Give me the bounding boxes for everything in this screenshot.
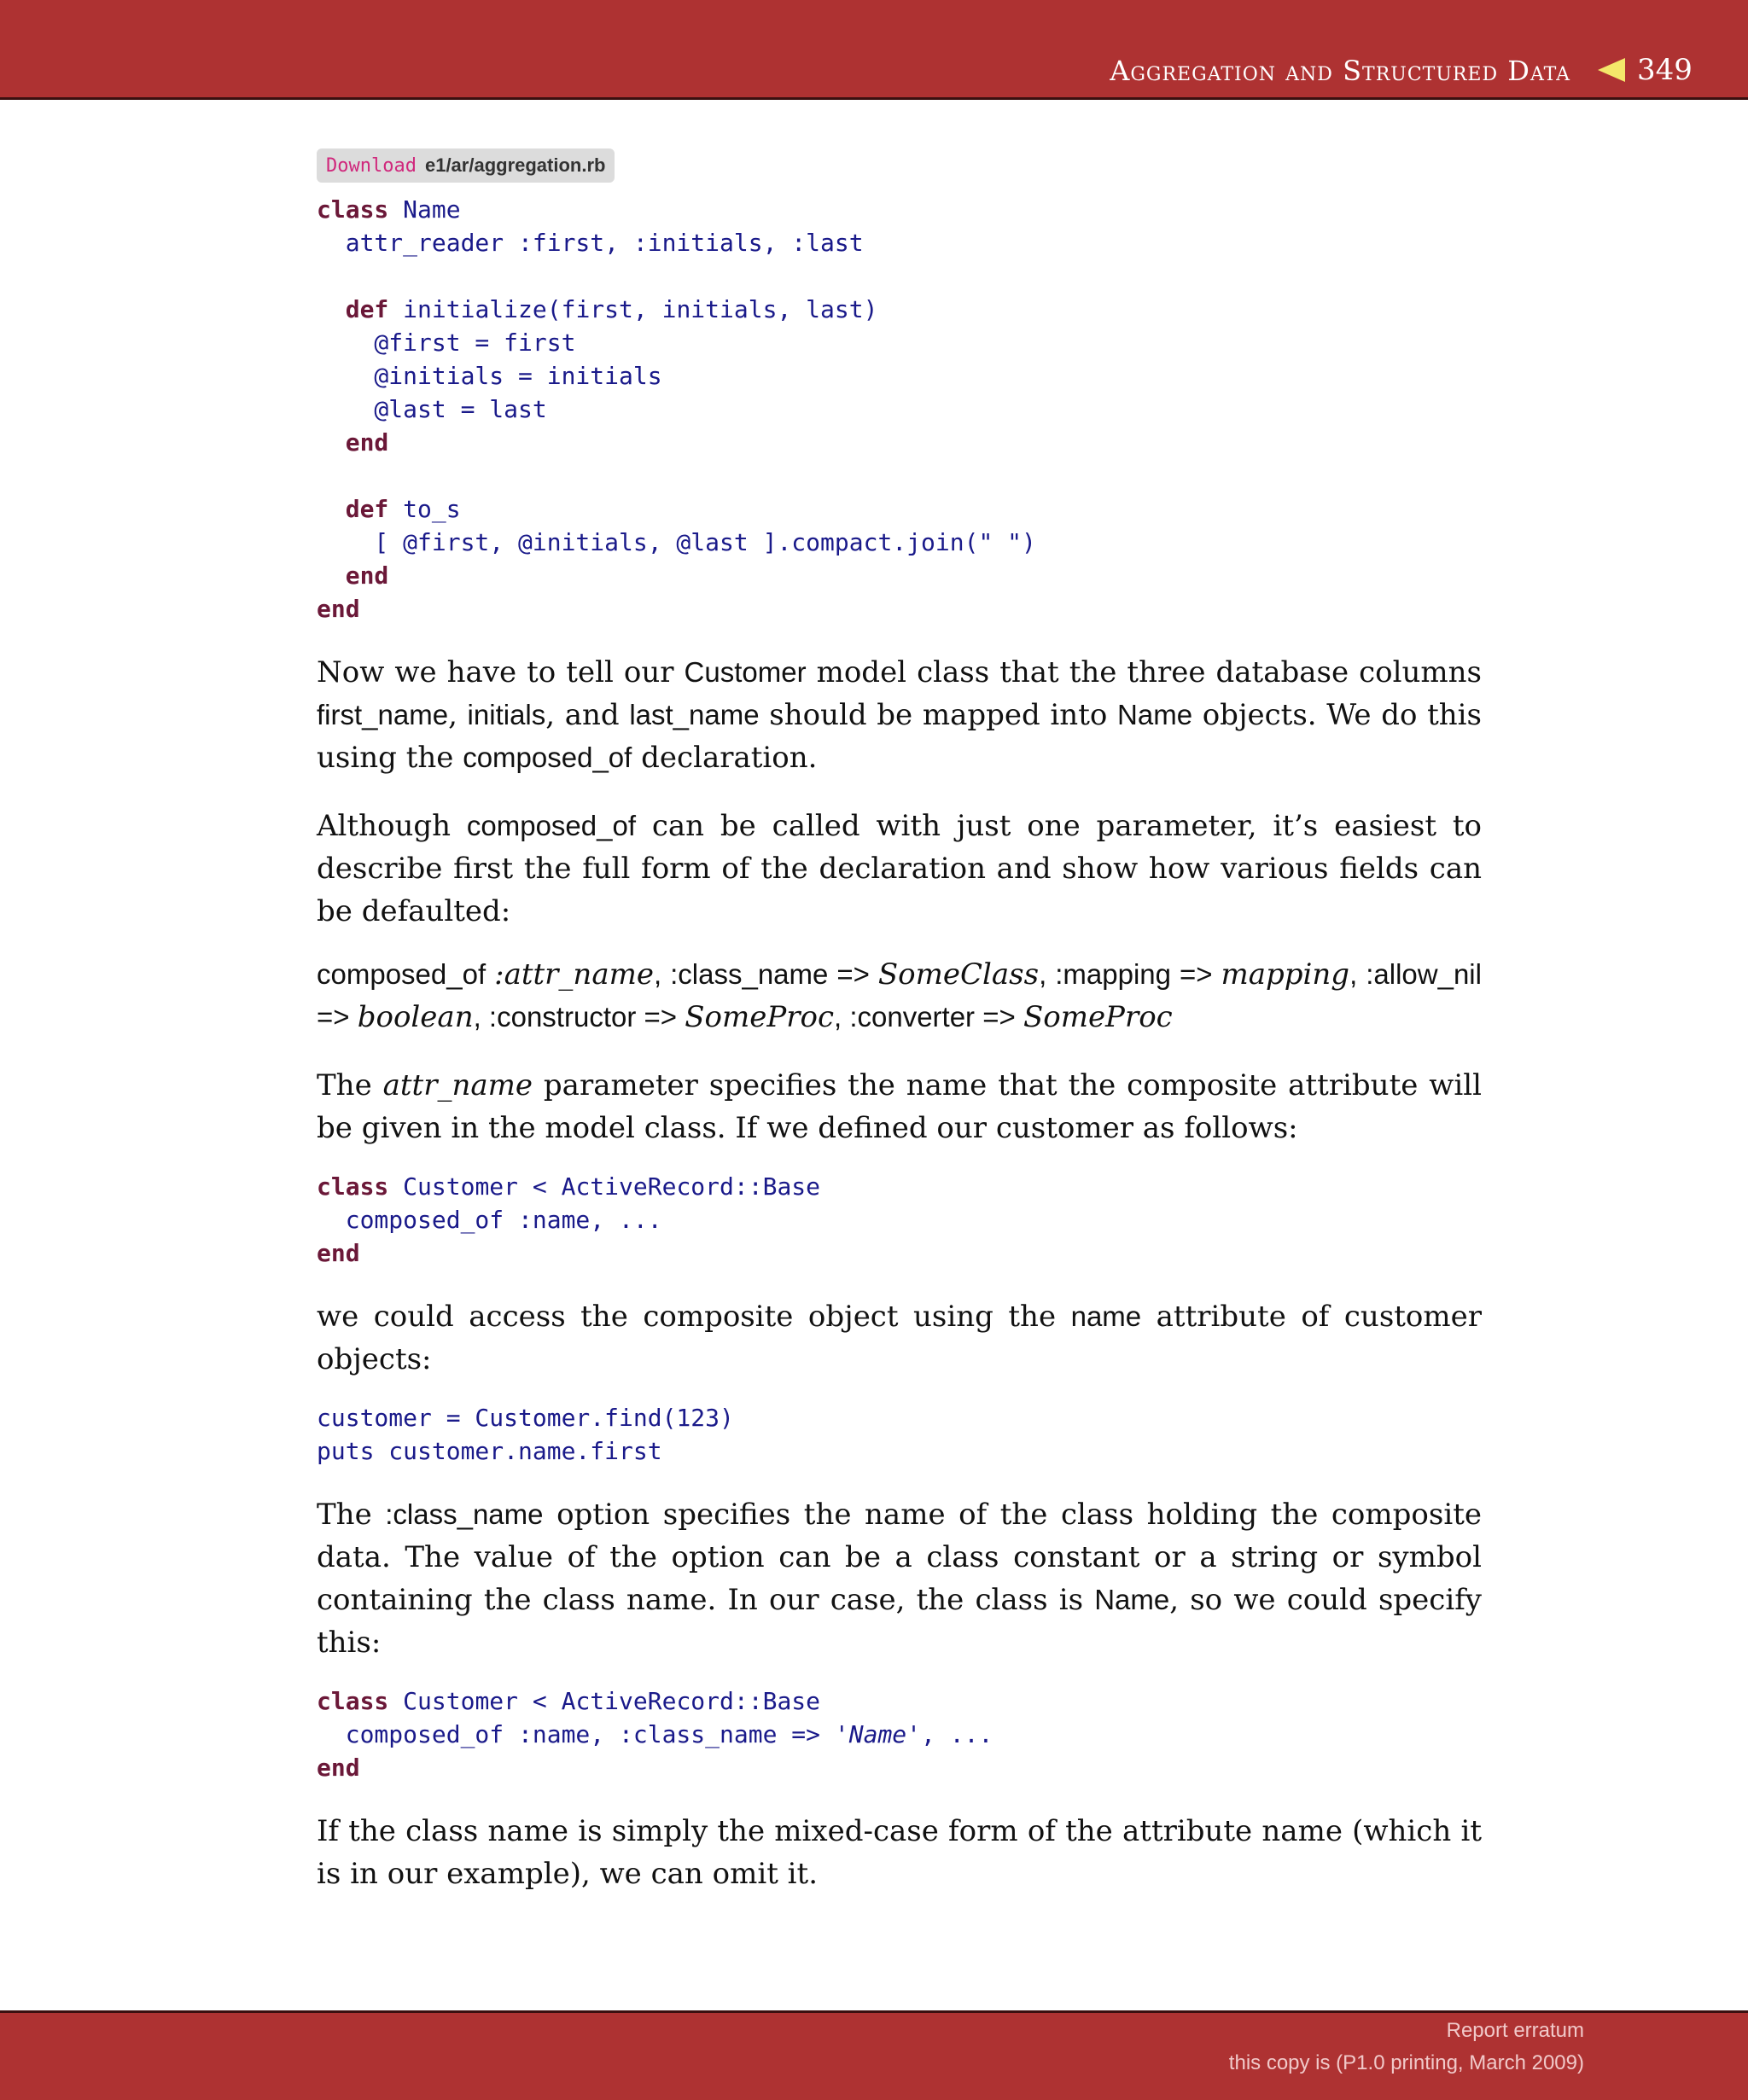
download-label[interactable]: Download	[326, 155, 417, 177]
report-erratum-link[interactable]: Report erratum	[1446, 2019, 1584, 2042]
paragraph: Now we have to tell our Customer model class that the three database columns first_name, initials, and last_name should be mapped into Name objects. We do this using the composed_of declaration.	[317, 655, 1482, 775]
code-block-customer: class Customer < ActiveRecord::Base composed_of :name, ... end	[317, 1172, 821, 1267]
paragraph: Although composed_of can be called with just one parameter, it’s easiest to describe first the full form of the declaration and show how various fields can be defaulted:	[317, 809, 1482, 928]
code-block-name-class: class Name attr_reader :first, :initials, :last def initialize(first, initials, last) @first = first @initials = initials @last = last end def to_s [ @first, @initials, @last ].compact.join(" ") end end	[317, 195, 1036, 623]
paragraph: The :class_name option specifies the name of the class holding the composite data. The value of the option can be a class constant or a string or symbol containing the class name. In our case, the class is Name, so we could specify this:	[317, 1498, 1482, 1660]
method-signature: composed_of :attr_name, :class_name => SomeClass, :mapping => mapping, :allow_nil => boolean, :constructor => SomeProc, :converter => SomeProc	[317, 957, 1482, 1034]
copy-info: this copy is (P1.0 printing, March 2009)	[1228, 2051, 1584, 2074]
download-link[interactable]	[317, 148, 615, 183]
page-content	[317, 148, 1482, 1916]
section-title: Aggregation and Structured Data	[1110, 55, 1570, 87]
code-block-find: customer = Customer.find(123) puts customer.name.first	[317, 1404, 734, 1465]
paragraph: we could access the composite object using the name attribute of customer objects:	[317, 1300, 1483, 1376]
paragraph: The attr_name parameter specifies the name that the composite attribute will be given in the model class. If we defined our customer as follows:	[317, 1068, 1482, 1145]
back-arrow-icon[interactable]	[1598, 58, 1625, 82]
page-number: 349	[1637, 53, 1693, 87]
code-block-class-name: class Customer < ActiveRecord::Base composed_of :name, :class_name => 'Name', ... end	[317, 1687, 993, 1782]
paragraph: If the class name is simply the mixed-case form of the attribute name (which it is in our example), we can omit it.	[317, 1814, 1482, 1891]
download-path[interactable]: e1/ar/aggregation.rb	[424, 154, 606, 176]
